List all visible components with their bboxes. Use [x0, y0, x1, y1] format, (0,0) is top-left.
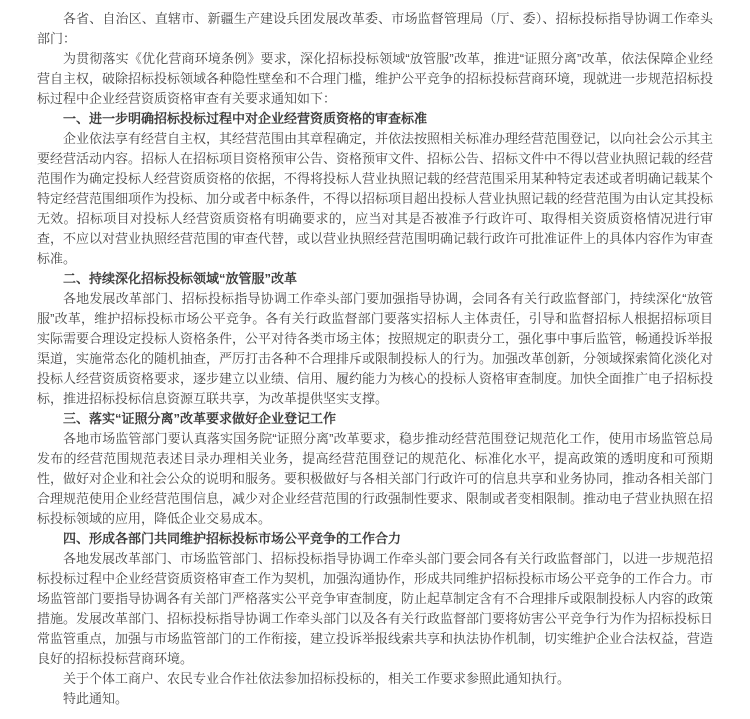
section-1-heading: 一、进一步明确招标投标过程中对企业经营资质资格的审查标准	[63, 111, 428, 126]
section-4-heading: 四、形成各部门共同维护招标投标市场公平竞争的工作合力	[63, 531, 402, 546]
section-4-body: 各地发展改革部门、市场监管部门、招标投标指导协调工作牵头部门要会同各有关行政监督部门，以进一步规范招标投标过程中企业经营资质资格审查工作为契机，加强沟通协作，形成共同维护招标投标市场公平竞争的工作合力。市场监管部门要指导协调各有关部门严格落实公平竞争审查制度，防止起草制定含有不合理排斥或限制投标人内容的政策措施。发展改革部门、招标投标指导协调工作牵头部门以及各有关行政监督部门要将妨害公平竞争行为作为招标投标日常监管重点，加强与市场监管部门的工作衔接，建立投诉举报线索共享和执法协作机制，切实维护企业合法权益，营造良好的招标投标营商环境。	[37, 551, 714, 666]
section-1-body: 企业依法享有经营自主权，其经营范围由其章程确定，并依法按照相关标准办理经营范围登记，以向社会公示其主要经营活动内容。招标人在招标项目资格预审公告、资格预审文件、招标公告、招标文件中不得以营业执照记载的经营范围作为确定投标人经营资质资格的依据，不得将投标人营业执照记载的经营范围采用某种特定表述或者明确记载某个特定经营范围细项作为投标、加分或者中标条件，不得以招标项目超出投标人营业执照记载的经营范围为由认定其投标无效。招标项目对投标人经营资质资格有明确要求的，应当对其是否被准予行政许可、取得相关资质资格情况进行审查，不应以对营业执照经营范围的审查代替，或以营业执照经营范围明确记载行政许可批准证件上的具体内容作为审查标准。	[37, 131, 714, 266]
annex-note-paragraph: 关于个体工商户、农民专业合作社依法参加招标投标的，相关工作要求参照此通知执行。	[63, 671, 571, 686]
section-3-body: 各地市场监管部门要认真落实国务院“证照分离”改革要求，稳步推动经营范围登记规范化工作，使用市场监管总局发布的经营范围规范表述目录办理相关业务，提高经营范围登记的规范化、标准化水平，提高政策的透明度和可预期性，做好对企业和社会公众的说明和服务。要积极做好与各相关部门行政许可的信息共享和业务协同，推动各相关部门合理规范使用企业经营范围信息，减少对企业经营范围的行政强制性要求、限制或者变相限制。推动电子营业执照在招标投标领域的应用，降低企业交易成本。	[37, 431, 714, 526]
section-2-heading: 二、持续深化招标投标领域“放管服”改革	[63, 271, 298, 286]
section-3-heading: 三、落实“证照分离”改革要求做好企业登记工作	[63, 411, 337, 426]
closing-statement: 特此通知。	[63, 691, 129, 706]
intro-paragraph: 为贯彻落实《优化营商环境条例》要求，深化招标投标领域“放管服”改革，推进“证照分离”改革，依法保障企业经营自主权，破除招标投标领域各种隐性壁垒和不合理门槛，维护公平竞争的招标投标营商环境，现就进一步规范招标投标过程中企业经营资质资格审查有关要求通知如下：	[37, 51, 714, 106]
section-2-body: 各地发展改革部门、招标投标指导协调工作牵头部门要加强指导协调，会同各有关行政监督部门，持续深化“放管服”改革，维护招标投标市场公平竞争。各有关行政监督部门要落实招标人主体责任，引导和监督招标人根据招标项目实际需要合理设定投标人资格条件，公平对待各类市场主体；按照规定的职责分工，强化事中事后监管，畅通投诉举报渠道，实施常态化的随机抽查，严厉打击各种不合理排斥或限制投标人的行为。加强改革创新，分领域探索简化淡化对投标人经营资质资格要求，逐步建立以业绩、信用、履约能力为核心的投标人资格审查制度。加快全面推广电子招标投标，推进招标投标信息资源互联共享，为改革提供坚实支撑。	[37, 291, 714, 406]
salutation-line: 各省、自治区、直辖市、新疆生产建设兵团发展改革委、市场监督管理局（厅、委）、招标投标指导协调工作牵头部门：	[37, 11, 713, 46]
